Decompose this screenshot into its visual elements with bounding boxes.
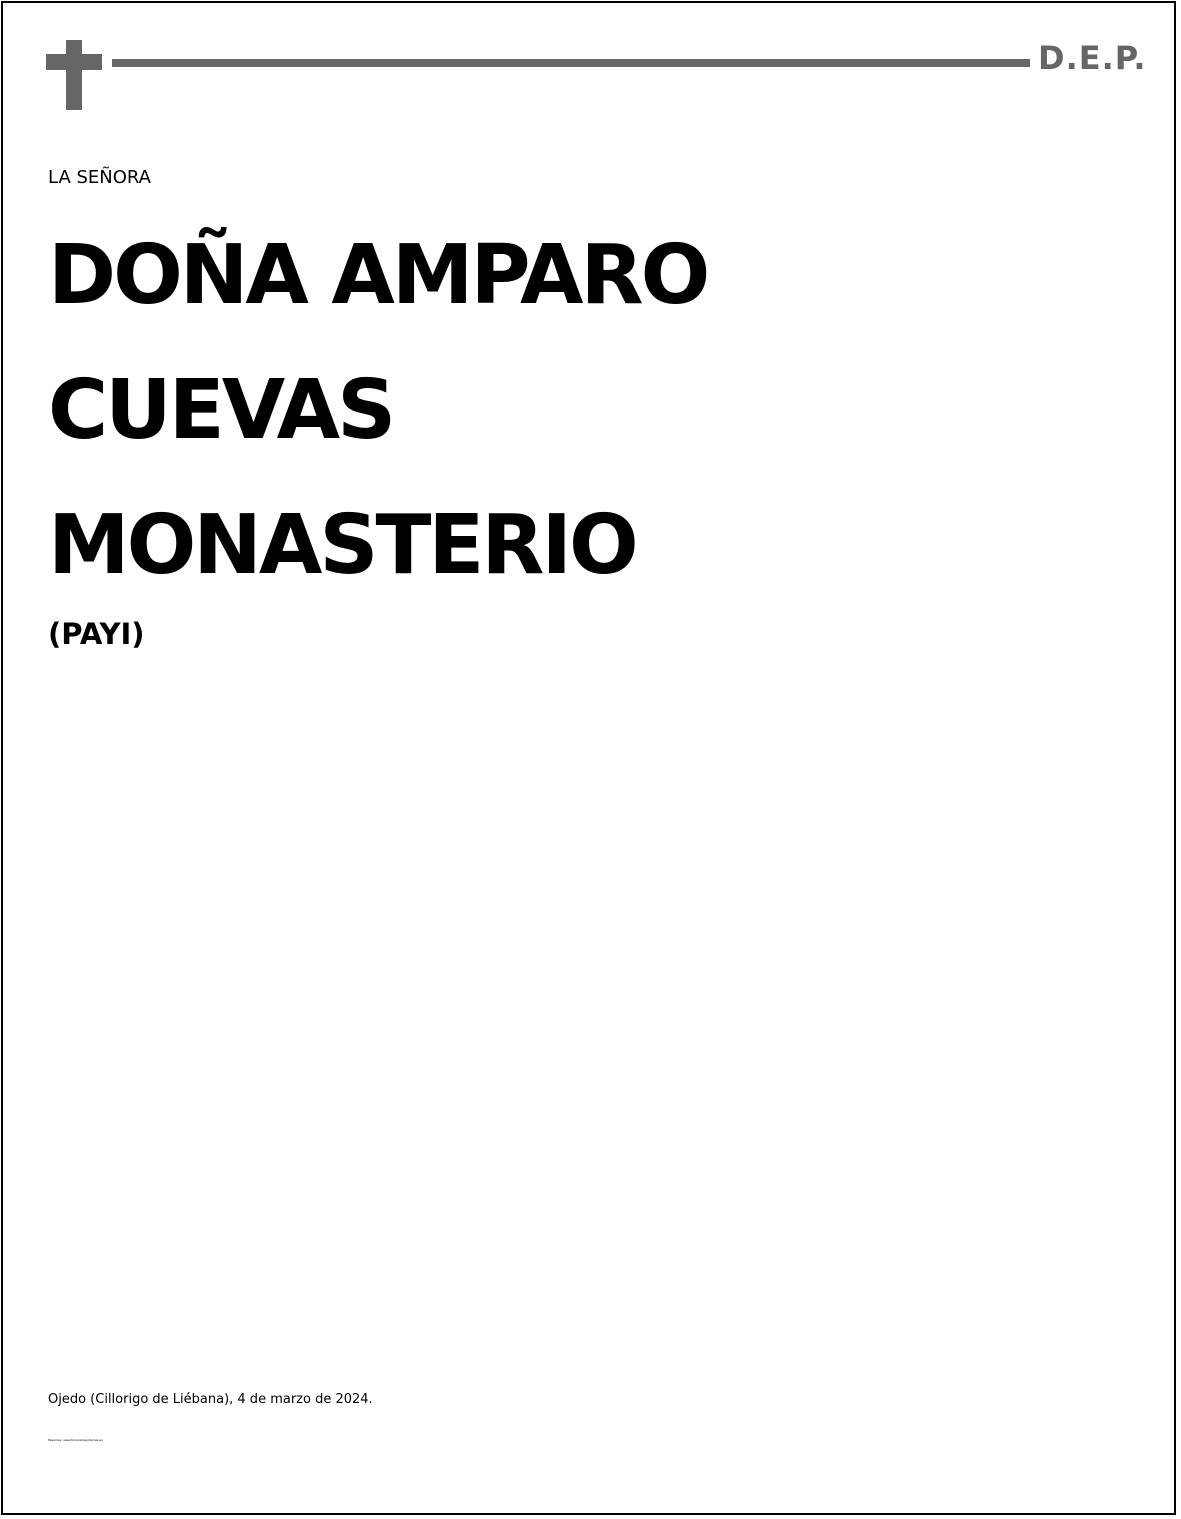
- text-line: [48, 1325, 1138, 1371]
- header: [46, 36, 1147, 112]
- condolences-link[interactable]: Pésames: www.funerariagutierrez.es: [48, 1438, 103, 1442]
- dep-label: D.E.P.: [1038, 39, 1147, 77]
- text-line: [48, 1233, 1138, 1279]
- title-prefix: LA SEÑORA: [48, 167, 151, 188]
- text-line: [48, 993, 1138, 1043]
- text-line: [48, 1187, 1138, 1233]
- deceased-name: [48, 208, 1138, 613]
- name-line: DOÑA AMPARO: [48, 228, 708, 323]
- text-line: [48, 1279, 1138, 1325]
- text-line: [48, 943, 1138, 993]
- text-line: [48, 1095, 1138, 1141]
- header-rule: [112, 59, 1030, 67]
- funeral-paragraph: [48, 1049, 1138, 1371]
- place-date: Ojedo (Cillorigo de Liébana), 4 de marzo de 2024.: [48, 1392, 373, 1407]
- nickname: (PAYI): [48, 617, 145, 651]
- notice-body: [48, 152, 1138, 1455]
- text-line: [48, 745, 1138, 789]
- name-line: CUEVAS: [48, 363, 394, 458]
- text-line: [48, 701, 1138, 745]
- death-paragraph: [48, 657, 1138, 789]
- name-line: MONASTERIO: [48, 498, 636, 593]
- text-line: [48, 793, 1138, 843]
- text-line: [48, 1049, 1138, 1095]
- text-line: [48, 893, 1138, 943]
- text-line: [48, 657, 1138, 701]
- cross-icon: [46, 36, 102, 112]
- text-line: [48, 843, 1138, 893]
- family-paragraph: [48, 793, 1138, 1043]
- text-line: [48, 1141, 1138, 1187]
